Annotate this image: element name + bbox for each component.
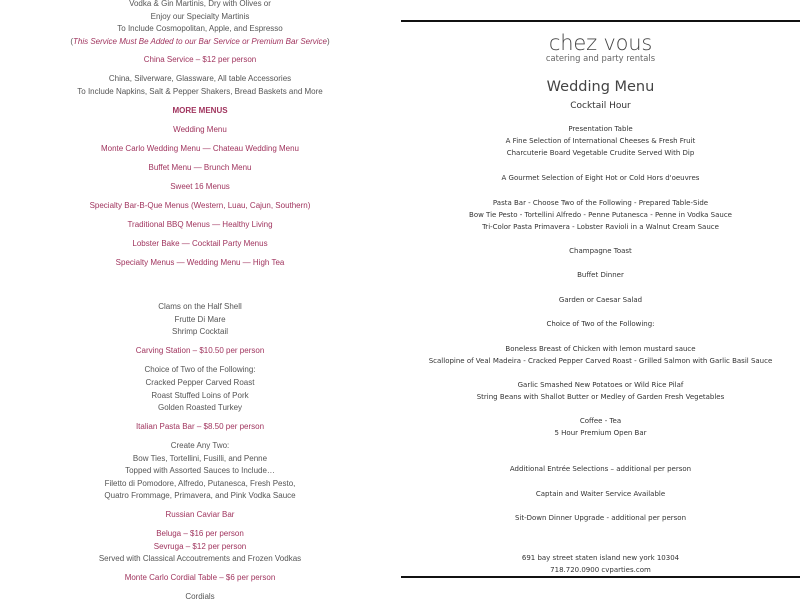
- menu-link-specialty-high-tea[interactable]: Specialty Menus — Wedding Menu — High Tea: [115, 258, 285, 267]
- hors-doeuvres-line: A Gourmet Selection of Eight Hot or Cold Hors d'oeuvres: [501, 174, 700, 182]
- carving-station-heading: Carving Station – $10.50 per person: [135, 346, 265, 355]
- cordial-table-heading: Monte Carlo Cordial Table – $6 per person: [124, 573, 276, 582]
- menu-subtitle: Cocktail Hour: [570, 101, 631, 111]
- carving-line-1: Choice of Two of the Following:: [144, 365, 256, 374]
- open-bar-line: 5 Hour Premium Open Bar: [554, 429, 647, 437]
- menu-link-traditional-bbq[interactable]: Traditional BBQ Menus — Healthy Living: [127, 220, 273, 229]
- martini-note-text: This Service Must Be Added to our Bar Service or Premium Bar Service: [72, 37, 328, 46]
- carving-line-3: Roast Stuffed Loins of Pork: [151, 391, 249, 400]
- pasta-bar-line-3: Tri-Color Pasta Primavera - Lobster Ravioli in a Walnut Cream Sauce: [482, 223, 719, 231]
- entree-line-1: Boneless Breast of Chicken with lemon mustard sauce: [505, 345, 696, 353]
- sides-line-2: String Beans with Shallot Butter or Medley of Garden Fresh Vegetables: [476, 393, 725, 401]
- cordial-line: Cordials: [185, 592, 215, 601]
- left-column: [0, 0, 400, 600]
- china-service-heading: China Service – $12 per person: [143, 55, 257, 64]
- entree-choice-line: Choice of Two of the Following:: [546, 320, 655, 328]
- pasta-line-5: Quatro Frommage, Primavera, and Pink Vodka Sauce: [104, 491, 296, 500]
- menu-link-monte-carlo-chateau[interactable]: Monte Carlo Wedding Menu — Chateau Wedding Menu: [100, 144, 300, 153]
- pasta-bar-heading: Italian Pasta Bar – $8.50 per person: [135, 422, 265, 431]
- caviar-sevruga: Sevruga – $12 per person: [153, 542, 247, 551]
- caviar-line: Served with Classical Accoutrements and Frozen Vodkas: [98, 554, 302, 563]
- pasta-bar-line-1: Pasta Bar - Choose Two of the Following - Prepared Table-Side: [492, 199, 709, 207]
- raw-bar-line-2: Frutte Di Mare: [174, 315, 226, 324]
- presentation-line-1: Presentation Table: [568, 125, 633, 133]
- menu-link-lobster-cocktail[interactable]: Lobster Bake — Cocktail Party Menus: [132, 239, 268, 248]
- pasta-line-4: Filetto di Pomodore, Alfredo, Putanesca, Fresh Pesto,: [104, 479, 296, 488]
- menu-link-buffet-brunch[interactable]: Buffet Menu — Brunch Menu: [148, 163, 252, 172]
- china-line-2: To Include Napkins, Salt & Pepper Shakers, Bread Baskets and More: [77, 87, 323, 96]
- carving-line-2: Cracked Pepper Carved Roast: [145, 378, 255, 387]
- logo-tagline: catering and party rentals: [545, 53, 656, 63]
- menu-link-specialty-bbq[interactable]: Specialty Bar-B-Que Menus (Western, Luau, Cajun, Southern): [89, 201, 311, 210]
- wedding-menu-card: [401, 20, 800, 578]
- coffee-line: Coffee - Tea: [579, 417, 622, 425]
- carving-line-4: Golden Roasted Turkey: [157, 403, 243, 412]
- martini-line-2: Enjoy our Specialty Martinis: [150, 12, 250, 21]
- sides-line-1: Garlic Smashed New Potatoes or Wild Rice Pilaf: [517, 381, 684, 389]
- entree-line-2: Scallopine of Veal Madeira - Cracked Pepper Carved Roast - Grilled Salmon with Garlic Basil Sauce: [428, 357, 773, 365]
- raw-bar-line-3: Shrimp Cocktail: [171, 327, 228, 336]
- champagne-line: Champagne Toast: [569, 247, 632, 255]
- pasta-line-2: Bow Ties, Tortellini, Fusilli, and Penne: [132, 454, 268, 463]
- pasta-bar-line-2: Bow Tie Pesto - Tortellini Alfredo - Penne Putanesca - Penne in Vodka Sauce: [469, 211, 732, 219]
- pasta-line-1: Create Any Two:: [170, 441, 230, 450]
- caviar-beluga: Beluga – $16 per person: [156, 529, 244, 538]
- sitdown-upgrade-line: Sit-Down Dinner Upgrade - additional per person: [514, 514, 687, 522]
- more-menus-heading: MORE MENUS: [172, 106, 228, 115]
- martini-line-1: Vodka & Gin Martinis, Dry with Olives or: [129, 0, 271, 8]
- captain-service-line: Captain and Waiter Service Available: [535, 490, 666, 498]
- buffet-line: Buffet Dinner: [577, 271, 624, 279]
- chez-vous-logo: chez vous: [548, 31, 653, 55]
- china-line-1: China, Silverware, Glassware, All table Accessories: [108, 74, 292, 83]
- raw-bar-line-1: Clams on the Half Shell: [158, 302, 242, 311]
- salad-line: Garden or Caesar Salad: [558, 296, 643, 304]
- caviar-bar-heading: Russian Caviar Bar: [165, 510, 235, 519]
- martini-line-3: To Include Cosmopolitan, Apple, and Espresso: [117, 24, 283, 33]
- note-close-paren: ): [327, 37, 330, 46]
- address-line: 691 bay street staten island new york 10304: [521, 554, 680, 562]
- presentation-line-3: Charcuterie Board Vegetable Crudite Served With Dip: [506, 149, 695, 157]
- pasta-line-3: Topped with Assorted Sauces to Include…: [125, 466, 275, 475]
- menu-link-sweet-16[interactable]: Sweet 16 Menus: [170, 182, 230, 191]
- menu-title: Wedding Menu: [546, 79, 655, 95]
- martini-note: [0, 37, 400, 47]
- additional-entree-line: Additional Entrée Selections – additional per person: [509, 465, 692, 473]
- contact-line: 718.720.0900 cvparties.com: [550, 566, 651, 574]
- presentation-line-2: A Fine Selection of International Cheeses & Fresh Fruit: [505, 137, 696, 145]
- menu-link-wedding[interactable]: Wedding Menu: [173, 125, 227, 134]
- note-open-paren: (: [70, 37, 73, 46]
